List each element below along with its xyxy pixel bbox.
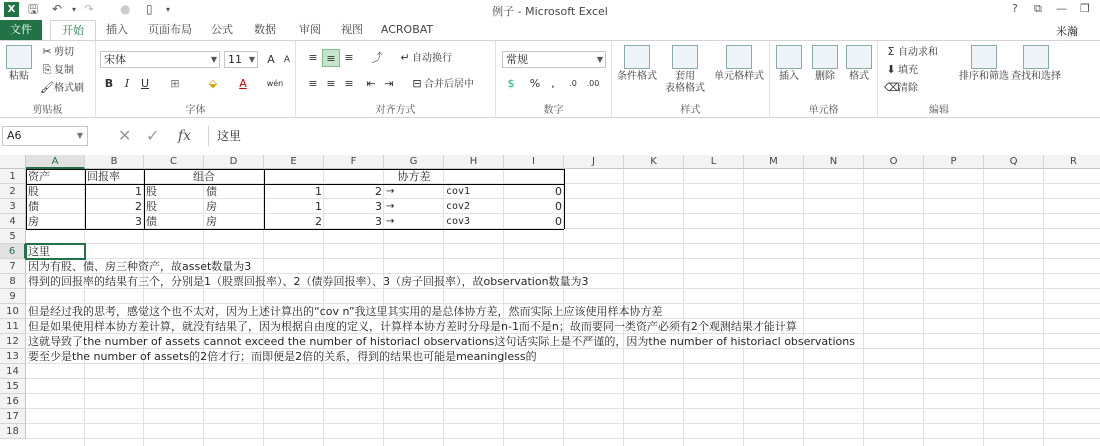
- column-header-b[interactable]: B: [85, 155, 144, 169]
- tab-insert[interactable]: 插入: [106, 23, 128, 36]
- underline-button[interactable]: U: [140, 77, 150, 90]
- format-cells-icon: [846, 45, 872, 69]
- undo-dropdown-icon[interactable]: ▾: [72, 5, 77, 14]
- gridline-vertical: [743, 169, 744, 446]
- active-cell-selector[interactable]: [25, 243, 86, 260]
- column-header-g[interactable]: G: [384, 155, 444, 169]
- table-format-icon: [672, 45, 698, 69]
- font-name-value: 宋体: [104, 53, 126, 66]
- row-header-13[interactable]: 13: [0, 349, 26, 364]
- cell-e2[interactable]: 1: [315, 185, 322, 198]
- copy-icon: ⎘: [42, 63, 52, 76]
- gridline-vertical: [923, 169, 924, 446]
- insert-function-button[interactable]: fx: [178, 128, 192, 144]
- undo-icon[interactable]: ↶: [52, 2, 63, 16]
- table-border: [26, 169, 27, 229]
- excel-logo-icon: X: [4, 2, 19, 17]
- percent-button[interactable]: %: [529, 77, 541, 90]
- font-group: [96, 41, 296, 118]
- table-border: [85, 169, 86, 229]
- grow-font-button[interactable]: A: [267, 53, 275, 66]
- wrap-text-icon: ↵: [400, 51, 410, 64]
- format-cells-label: 格式: [849, 71, 869, 82]
- alignment-group: [296, 41, 496, 118]
- brush-icon: 🖌: [40, 81, 54, 94]
- row-header-5[interactable]: 5: [0, 229, 26, 244]
- delete-cells-button[interactable]: [808, 45, 842, 83]
- cell-e3[interactable]: 1: [315, 200, 322, 213]
- format-as-table-label: 套用 表格格式: [665, 71, 705, 94]
- cell-b4[interactable]: 3: [135, 215, 142, 228]
- merge-center-button[interactable]: [410, 77, 474, 92]
- font-size-value: 11: [228, 53, 242, 66]
- clipboard-group: [0, 41, 96, 118]
- user-name[interactable]: 米瀚: [1056, 25, 1078, 38]
- row-header-15[interactable]: 15: [0, 379, 26, 394]
- cell-c2[interactable]: 股: [146, 185, 157, 198]
- cell-a11[interactable]: 但是如果使用样本协方差计算，就没有结果了，因为根据自由度的定义，计算样本协方差时分母是n-1而不是n；故而要同一类资产必须有2个观测结果才能计算: [28, 320, 797, 333]
- sigma-icon: Σ: [887, 45, 895, 58]
- column-header-k[interactable]: K: [624, 155, 684, 169]
- cell-a2[interactable]: 股: [28, 185, 39, 198]
- save-icon[interactable]: 🖫: [28, 2, 39, 16]
- font-group-label: 字体: [185, 105, 206, 116]
- table-border: [564, 169, 565, 229]
- cell-c4[interactable]: 债: [146, 215, 157, 228]
- cell-styles-label: 单元格样式: [714, 71, 764, 82]
- cell-f1[interactable]: 协方差: [397, 170, 431, 183]
- cell-f3[interactable]: 3: [375, 200, 382, 213]
- shrink-font-button[interactable]: A: [283, 55, 291, 65]
- gridline-horizontal: [26, 423, 1100, 424]
- scissors-icon: ✂: [42, 45, 52, 58]
- chevron-down-icon: ▼: [76, 131, 83, 140]
- cell-styles-icon: [726, 45, 752, 69]
- comma-button[interactable]: ,: [551, 77, 555, 90]
- window-title: 例子 - Microsoft Excel: [492, 5, 608, 18]
- bold-button[interactable]: B: [104, 77, 114, 90]
- formula-input[interactable]: 这里: [208, 126, 1100, 146]
- format-cells-button[interactable]: [842, 45, 876, 83]
- row-header-1[interactable]: 1: [0, 169, 26, 184]
- row-header-7[interactable]: 7: [0, 259, 26, 274]
- row-header-4[interactable]: 4: [0, 214, 26, 229]
- tab-home[interactable]: 开始: [50, 20, 96, 40]
- phonetic-button[interactable]: wén: [266, 79, 284, 88]
- borders-icon[interactable]: ⊞: [170, 77, 180, 90]
- row-header-17[interactable]: 17: [0, 409, 26, 424]
- tab-view[interactable]: 视图: [341, 23, 363, 36]
- row-header-10[interactable]: 10: [0, 304, 26, 319]
- cell-d4[interactable]: 房: [206, 215, 217, 228]
- help-button[interactable]: ?: [1012, 2, 1018, 15]
- table-border: [264, 169, 265, 229]
- fill-button[interactable]: [884, 63, 918, 78]
- clipboard-group-label: 剪贴板: [32, 105, 63, 116]
- cut-label: 剪切: [54, 47, 74, 58]
- cell-a4[interactable]: 房: [28, 215, 39, 228]
- align-middle-icon[interactable]: ≡: [322, 49, 340, 67]
- wrap-text-label: 自动换行: [412, 53, 452, 64]
- align-top-icon[interactable]: ≡: [308, 51, 318, 64]
- orientation-icon[interactable]: ⤴: [371, 51, 383, 64]
- select-all-corner[interactable]: [0, 155, 26, 169]
- restore-button[interactable]: ❐: [1080, 2, 1090, 15]
- cell-f4[interactable]: 3: [375, 215, 382, 228]
- increase-decimal-icon[interactable]: .0: [569, 79, 577, 88]
- worksheet-grid[interactable]: [0, 155, 1100, 446]
- paste-label: 粘贴: [9, 71, 29, 82]
- row-header-11[interactable]: 11: [0, 319, 26, 334]
- paste-icon: [6, 45, 32, 69]
- cut-button[interactable]: [40, 45, 74, 60]
- row-header-12[interactable]: 12: [0, 334, 26, 349]
- font-size-select[interactable]: [224, 51, 258, 68]
- gridline-vertical: [1043, 169, 1044, 446]
- styles-group-label: 样式: [680, 105, 701, 116]
- conditional-format-icon: [624, 45, 650, 69]
- tab-page-layout[interactable]: 页面布局: [148, 23, 192, 36]
- tab-data[interactable]: 数据: [254, 23, 276, 36]
- fill-down-icon: ⬇: [886, 63, 896, 76]
- align-left-icon[interactable]: ≡: [308, 77, 318, 90]
- cell-b2[interactable]: 1: [135, 185, 142, 198]
- number-format-select[interactable]: [502, 51, 606, 68]
- new-file-icon[interactable]: ▯: [146, 2, 153, 16]
- editing-group-label: 编辑: [929, 105, 949, 116]
- cell-d3[interactable]: 房: [206, 200, 217, 213]
- align-bottom-icon[interactable]: ≡: [344, 51, 354, 64]
- row-header-14[interactable]: 14: [0, 364, 26, 379]
- cell-b3[interactable]: 2: [135, 200, 142, 213]
- cell-e4[interactable]: 2: [315, 215, 322, 228]
- find-icon: [1023, 45, 1049, 69]
- gridline-horizontal: [26, 243, 1100, 244]
- autosum-label: 自动求和: [898, 47, 938, 58]
- decrease-decimal-icon[interactable]: .00: [586, 79, 600, 88]
- enter-icon[interactable]: ✓: [146, 126, 160, 145]
- column-header-j[interactable]: J: [564, 155, 624, 169]
- table-border: [144, 169, 145, 229]
- align-center-icon[interactable]: ≡: [326, 77, 336, 90]
- align-right-icon[interactable]: ≡: [344, 77, 354, 90]
- tab-review[interactable]: 审阅: [299, 23, 321, 36]
- copy-button[interactable]: [40, 63, 74, 78]
- cell-a7[interactable]: 因为有股、债、房三种资产，故asset数量为3: [28, 260, 252, 273]
- row-header-3[interactable]: 3: [0, 199, 26, 214]
- cell-g3[interactable]: →: [386, 201, 395, 212]
- column-header-a[interactable]: A: [26, 155, 85, 169]
- cell-a3[interactable]: 债: [28, 200, 39, 213]
- column-header-p[interactable]: P: [924, 155, 984, 169]
- cells-group-label: 单元格: [808, 105, 839, 116]
- conditional-format-label: 条件格式: [617, 71, 657, 82]
- gridline-horizontal: [26, 393, 1100, 394]
- sort-filter-label: 排序和筛选: [959, 71, 1009, 82]
- currency-icon[interactable]: $: [507, 77, 515, 90]
- styles-group: [612, 41, 770, 118]
- column-header-n[interactable]: N: [804, 155, 864, 169]
- eraser-icon: ⌫: [884, 81, 900, 94]
- delete-cells-icon: [812, 45, 838, 69]
- name-box-value: A6: [7, 129, 22, 142]
- font-color-icon[interactable]: A: [239, 77, 247, 90]
- customize-toolbar-icon[interactable]: ▾: [166, 5, 171, 14]
- ribbon-display-icon[interactable]: ⧉: [1034, 2, 1042, 15]
- number-format-value: 常规: [506, 53, 528, 66]
- column-header-q[interactable]: Q: [984, 155, 1044, 169]
- fill-color-icon[interactable]: ⬙: [208, 77, 218, 90]
- cell-g2[interactable]: →: [386, 186, 395, 197]
- column-header-r[interactable]: R: [1044, 155, 1100, 169]
- find-select-label: 查找和选择: [1011, 71, 1061, 82]
- cell-c3[interactable]: 股: [146, 200, 157, 213]
- name-box[interactable]: [2, 126, 88, 146]
- clear-label: 清除: [898, 83, 918, 94]
- cell-styles-button[interactable]: [710, 45, 768, 83]
- column-header-h[interactable]: H: [444, 155, 504, 169]
- cell-i4[interactable]: 0: [555, 215, 562, 228]
- tab-file[interactable]: 文件: [0, 20, 42, 40]
- cell-c1[interactable]: 组合: [193, 170, 215, 183]
- cell-d2[interactable]: 债: [206, 185, 217, 198]
- row-header-8[interactable]: 8: [0, 274, 26, 289]
- sort-filter-icon: [971, 45, 997, 69]
- touch-mode-icon[interactable]: ●: [120, 2, 131, 16]
- autosum-button[interactable]: [884, 45, 938, 60]
- table-border: [26, 169, 564, 170]
- cell-h3[interactable]: cov2: [446, 201, 471, 212]
- row-header-6[interactable]: 6: [0, 244, 26, 259]
- tab-formulas[interactable]: 公式: [211, 23, 233, 36]
- delete-cells-label: 删除: [815, 71, 835, 82]
- gridline-horizontal: [26, 408, 1100, 409]
- insert-cells-icon: [776, 45, 802, 69]
- column-header-i[interactable]: I: [504, 155, 564, 169]
- chevron-down-icon: ▼: [210, 55, 217, 64]
- tab-acrobat[interactable]: ACROBAT: [380, 23, 434, 36]
- column-header-e[interactable]: E: [264, 155, 324, 169]
- cell-f2[interactable]: 2: [375, 185, 382, 198]
- chevron-down-icon: ▼: [248, 55, 255, 64]
- cell-i3[interactable]: 0: [555, 200, 562, 213]
- cell-a12[interactable]: 这就导致了the number of assets cannot exceed the number of historiacl observations这句话实际上是不严谨的，因为the number of historiacl observations: [28, 335, 855, 348]
- cell-h2[interactable]: cov1: [446, 186, 471, 197]
- italic-button[interactable]: I: [124, 77, 130, 90]
- row-header-18[interactable]: 18: [0, 424, 26, 439]
- gridline-vertical: [683, 169, 684, 446]
- cell-a13[interactable]: 要至少是the number of assets的2倍才行；而即便是2倍的关系，得到的结果也可能是meaningless的: [28, 350, 537, 363]
- font-name-select[interactable]: [100, 51, 220, 68]
- insert-cells-button[interactable]: [772, 45, 806, 83]
- cell-a10[interactable]: 但是经过我的思考，感觉这个也不太对，因为上述计算出的“cov n”我这里其实用的是总体协方差，然而实际上应该使用样本协方差: [28, 305, 663, 318]
- cell-i2[interactable]: 0: [555, 185, 562, 198]
- insert-cells-label: 插入: [779, 71, 799, 82]
- gridline-horizontal: [26, 378, 1100, 379]
- row-header-16[interactable]: 16: [0, 394, 26, 409]
- gridline-horizontal: [26, 438, 1100, 439]
- wrap-text-button[interactable]: [398, 51, 452, 66]
- gridline-vertical: [863, 169, 864, 446]
- format-painter-label: 格式刷: [54, 83, 84, 94]
- merge-center-label: 合并后居中: [424, 79, 474, 90]
- row-header-9[interactable]: 9: [0, 289, 26, 304]
- increase-indent-icon[interactable]: ⇥: [384, 77, 394, 90]
- paste-button[interactable]: [4, 45, 34, 83]
- title-bar: [0, 0, 1100, 20]
- conditional-format-button[interactable]: [614, 45, 660, 83]
- column-header-f[interactable]: F: [324, 155, 384, 169]
- cell-a8[interactable]: 得到的回报率的结果有三个，分别是1（股票回报率）、2（债券回报率）、3（房子回报率），故observation数量为3: [28, 275, 589, 288]
- fill-label: 填充: [898, 65, 918, 76]
- table-border: [26, 184, 564, 185]
- cell-h4[interactable]: cov3: [446, 216, 471, 227]
- row-header-2[interactable]: 2: [0, 184, 26, 199]
- format-as-table-button[interactable]: [662, 45, 708, 95]
- cell-b1[interactable]: 回报率: [87, 170, 120, 183]
- number-group-label: 数字: [543, 105, 564, 116]
- cell-g4[interactable]: →: [386, 216, 395, 227]
- sort-filter-button[interactable]: [958, 45, 1010, 83]
- number-group: [496, 41, 612, 118]
- gridline-vertical: [983, 169, 984, 446]
- column-header-o[interactable]: O: [864, 155, 924, 169]
- column-header-l[interactable]: L: [684, 155, 744, 169]
- clear-button[interactable]: [884, 81, 918, 96]
- editing-group: [878, 41, 1100, 118]
- table-border: [26, 229, 564, 230]
- copy-label: 复制: [54, 65, 74, 76]
- ribbon-tabs: [0, 20, 1100, 40]
- cell-a1[interactable]: 资产: [28, 170, 50, 183]
- chevron-down-icon: ▼: [596, 55, 603, 64]
- cells-group: [770, 41, 878, 118]
- alignment-group-label: 对齐方式: [375, 105, 416, 116]
- minimize-button[interactable]: —: [1056, 2, 1067, 15]
- cancel-icon[interactable]: ✕: [118, 126, 132, 145]
- formula-bar: [0, 126, 1100, 148]
- redo-icon[interactable]: ↷: [84, 2, 95, 16]
- format-painter-button[interactable]: [40, 81, 84, 96]
- gridline-vertical: [803, 169, 804, 446]
- decrease-indent-icon[interactable]: ⇤: [366, 77, 376, 90]
- column-header-d[interactable]: D: [204, 155, 264, 169]
- ribbon: [0, 40, 1100, 118]
- column-header-c[interactable]: C: [144, 155, 204, 169]
- merge-icon: ⊟: [412, 77, 422, 90]
- find-select-button[interactable]: [1010, 45, 1062, 83]
- column-header-m[interactable]: M: [744, 155, 804, 169]
- cell-a6[interactable]: 这里: [28, 245, 50, 258]
